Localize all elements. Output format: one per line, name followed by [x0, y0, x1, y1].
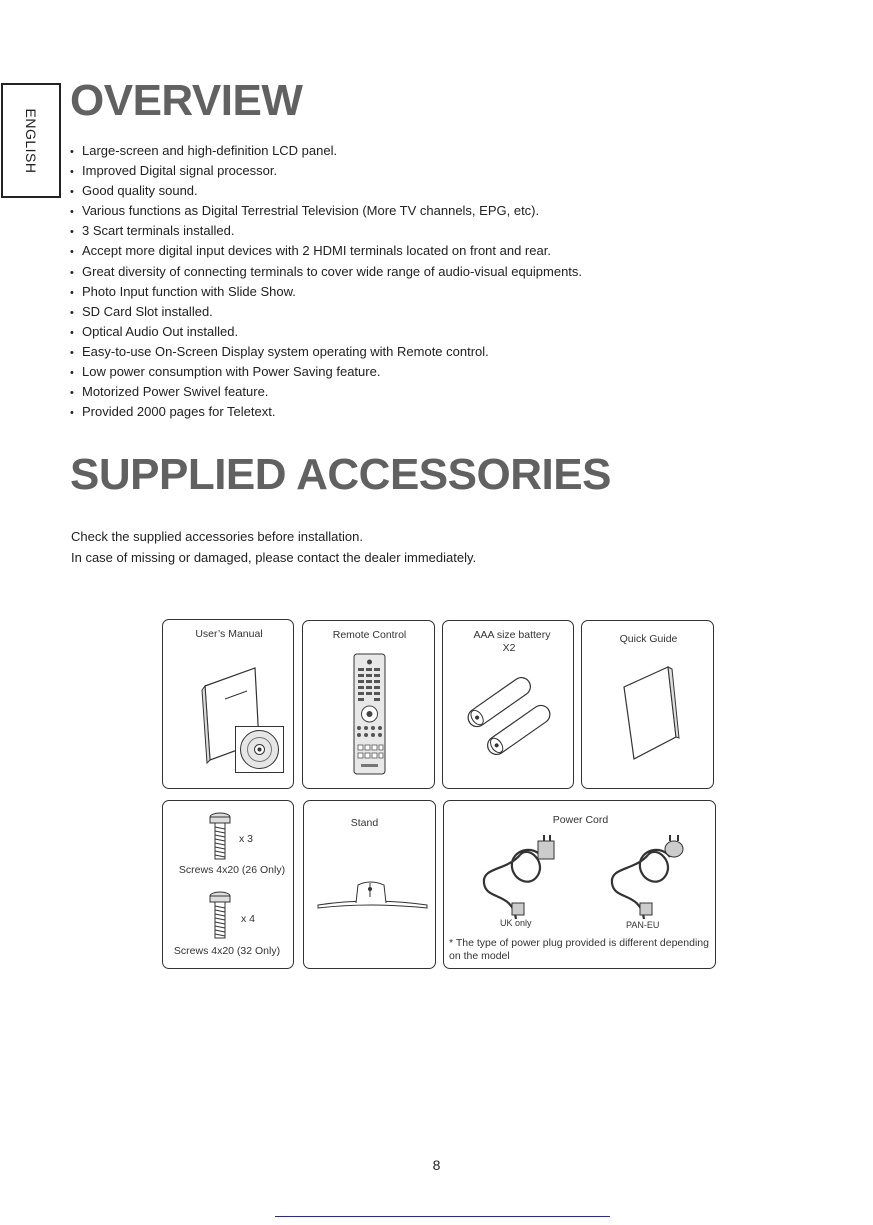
battery-label-line1: AAA size battery — [473, 629, 551, 641]
manual-label: User’s Manual — [195, 628, 263, 640]
list-item: • Great diversity of connecting terminals to cover wide range of audio-visual equipments. — [70, 262, 582, 282]
stand-box — [303, 800, 436, 969]
list-item: • Various functions as Digital Terrestrial Television (More TV channels, EPG, etc). — [70, 201, 582, 221]
screw-icon — [205, 812, 235, 862]
list-item: • Large-screen and high-definition LCD panel. — [70, 141, 582, 161]
accessories-intro — [71, 526, 476, 568]
stand-icon — [304, 801, 437, 970]
battery-box — [442, 620, 574, 789]
feature-list — [70, 141, 582, 422]
quick-guide-box — [581, 620, 714, 789]
list-item: • Photo Input function with Slide Show. — [70, 282, 582, 302]
quick-guide-label: Quick Guide — [619, 633, 678, 645]
stand-label: Stand — [350, 817, 379, 829]
list-item: • SD Card Slot installed. — [70, 302, 582, 322]
uk-plug-cord-icon — [476, 831, 566, 921]
intro-line: In case of missing or damaged, please contact the dealer immediately. — [71, 550, 477, 565]
list-item: • Accept more digital input devices with 2 HDMI terminals located on front and rear. — [70, 241, 582, 261]
accessories-heading: SUPPLIED ACCESSORIES — [70, 450, 611, 499]
screws-label-2: Screws 4x20 (32 Only) — [173, 945, 281, 957]
cd-disc-icon — [235, 726, 285, 774]
list-item: • 3 Scart terminals installed. — [70, 221, 582, 241]
page-number: 8 — [432, 1157, 441, 1173]
manual-box — [162, 619, 294, 789]
language-tab — [1, 83, 61, 198]
list-item: • Easy-to-use On-Screen Display system operating with Remote control. — [70, 342, 582, 362]
uk-plug-label: UK only — [500, 918, 532, 928]
power-cord-box — [443, 800, 716, 969]
overview-heading: OVERVIEW — [70, 76, 303, 125]
battery-label-line2: X2 — [502, 642, 516, 654]
power-cord-note: * The type of power plug provided is different depending on the model — [449, 937, 709, 962]
screws-label-1: Screws 4x20 (26 Only) — [178, 864, 286, 876]
power-cord-label: Power Cord — [552, 814, 609, 826]
eu-plug-cord-icon — [604, 831, 694, 921]
footer-rule — [275, 1216, 610, 1217]
screws-box — [162, 800, 294, 969]
list-item: • Provided 2000 pages for Teletext. — [70, 402, 582, 422]
list-item: • Motorized Power Swivel feature. — [70, 382, 582, 402]
screw-icon — [205, 891, 235, 941]
list-item: • Optical Audio Out installed. — [70, 322, 582, 342]
battery-icon — [443, 621, 575, 790]
list-item: • Low power consumption with Power Saving feature. — [70, 362, 582, 382]
eu-plug-label: PAN-EU — [626, 920, 660, 930]
remote-control-icon — [303, 621, 436, 790]
intro-line: Check the supplied accessories before installation. — [71, 529, 363, 544]
list-item: • Good quality sound. — [70, 181, 582, 201]
remote-label: Remote Control — [332, 629, 407, 641]
quick-guide-booklet-icon — [582, 621, 715, 790]
screws-qty-2: x 4 — [241, 913, 256, 925]
list-item: • Improved Digital signal processor. — [70, 161, 582, 181]
remote-box — [302, 620, 435, 789]
language-tab-label: ENGLISH — [23, 108, 39, 173]
screws-qty-1: x 3 — [239, 833, 254, 845]
